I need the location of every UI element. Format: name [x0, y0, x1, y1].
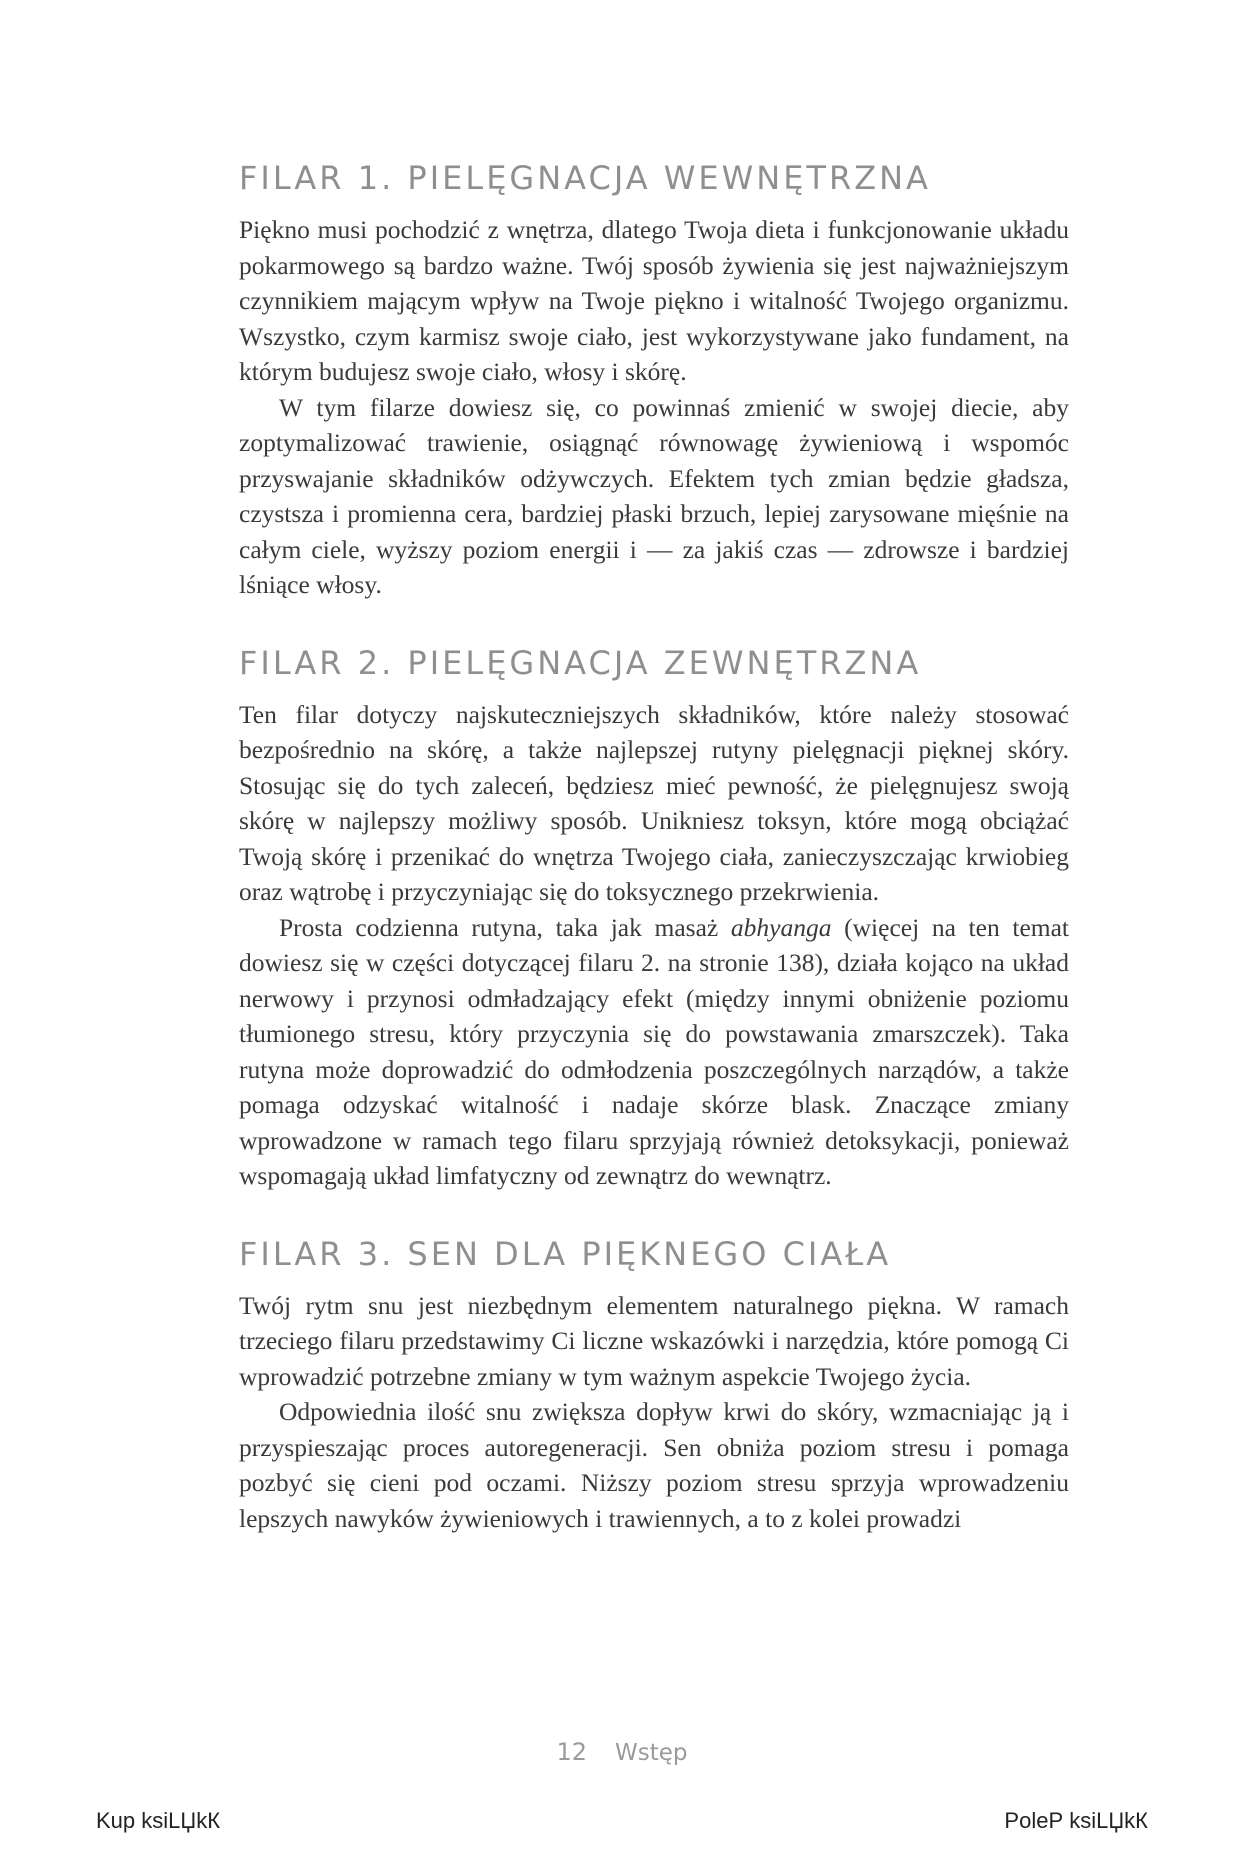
buy-book-link[interactable]: Kup ksiLЏkК: [96, 1808, 221, 1833]
section-heading-filar-3: FILAR 3. SEN DLA PIĘKNEGO CIAŁA: [239, 1234, 892, 1273]
paragraph: Odpowiednia ilość snu zwiększa dopływ krwi do skóry, wzmacniając ją i przyspieszając proces autoregeneracji. Sen obniża poziom stresu i pomaga pozbyć się cieni pod oczami. Niższy poziom stresu sprzyja wprowadzeniu lepszych nawyków żywieniowych i trawiennych, a to z kolei prowadzi: [239, 1397, 1069, 1533]
section-heading-filar-1: FILAR 1. PIELĘGNACJA WEWNĘTRZNA: [239, 159, 931, 197]
section-heading-filar-2: FILAR 2. PIELĘGNACJA ZEWNĘTRZNA: [239, 643, 922, 682]
page-footer: [0, 1738, 1244, 1766]
italic-term: abhyanga: [730, 912, 832, 942]
paragraph: Ten filar dotyczy najskuteczniejszych składników, które należy stosować bezpośrednio na skórę, a także najlepszej rutyny pielęgnacji pięknej skóry. Stosując się do tych zaleceń, będziesz mieć pewność, że pielęgnujesz swoją skórę w najlepszy możliwy sposób. Unikniesz toksyn, które mogą obciążać Twoją skórę i przenikać do wnętrza Twojego ciała, zanieczyszczając krwiobieg oraz wątrobę i przyczyniając się do toksycznego przekrwienia.: [239, 699, 1069, 906]
paragraph: W tym filarze dowiesz się, co powinnaś zmienić w swojej diecie, aby zoptymalizować trawienie, osiągnąć równowagę żywieniową i wspomóc przyswajanie składników odżywczych. Efektem tych zmian będzie gładsza, czystsza i promienna cera, bardziej płaski brzuch, lepiej zarysowane mięśnie na całym ciele, wyższy poziom energii i — za jakiś czas — zdrowsze i bardziej lśniące włosy.: [239, 392, 1069, 599]
paragraph: Twój rytm snu jest niezbędnym elementem naturalnego piękna. W ramach trzeciego filaru przedstawimy Ci liczne wskazówki i narzędzia, które pomogą Ci wprowadzić potrzebne zmiany w tym ważnym aspekcie Twojego życia.: [239, 1290, 1069, 1391]
paragraph-with-italic: [239, 910, 1069, 1194]
section-name: Wstęp: [615, 1740, 688, 1766]
paragraph-text: (więcej na ten temat dowiesz się w części dotyczącej filaru 2. na stronie 138), działa kojąco na układ nerwowy i przynosi odmładzający efekt (między innymi obniżenie poziomu tłumionego stresu, który przyczynia się do powstawania zmarszczek). Taka rutyna może doprowadzić do odmłodzenia poszczególnych narządów, a także pomaga odzyskać witalność i nadaje skórze blask. Znaczące zmiany wprowadzone w ramach tego filaru sprzyjają również detoksykacji, ponieważ wspomagają układ limfatyczny od zewnątrz do wewnątrz.: [239, 912, 1069, 1190]
page-number: 12: [556, 1738, 588, 1766]
paragraph: Piękno musi pochodzić z wnętrza, dlatego Twoja dieta i funkcjonowanie układu pokarmowego są bardzo ważne. Twój sposób żywienia się jest najważniejszym czynnikiem mającym wpływ na Twoje piękno i witalność Twojego organizmu. Wszystko, czym karmisz swoje ciało, jest wykorzystywane jako fundament, na którym budujesz swoje ciało, włosy i skórę.: [239, 215, 1069, 386]
page-content: [239, 158, 1069, 1536]
recommend-book-link[interactable]: PoleР ksiLЏkК: [1004, 1808, 1148, 1833]
paragraph-text: Prosta codzienna rutyna, taka jak masaż: [279, 912, 731, 942]
